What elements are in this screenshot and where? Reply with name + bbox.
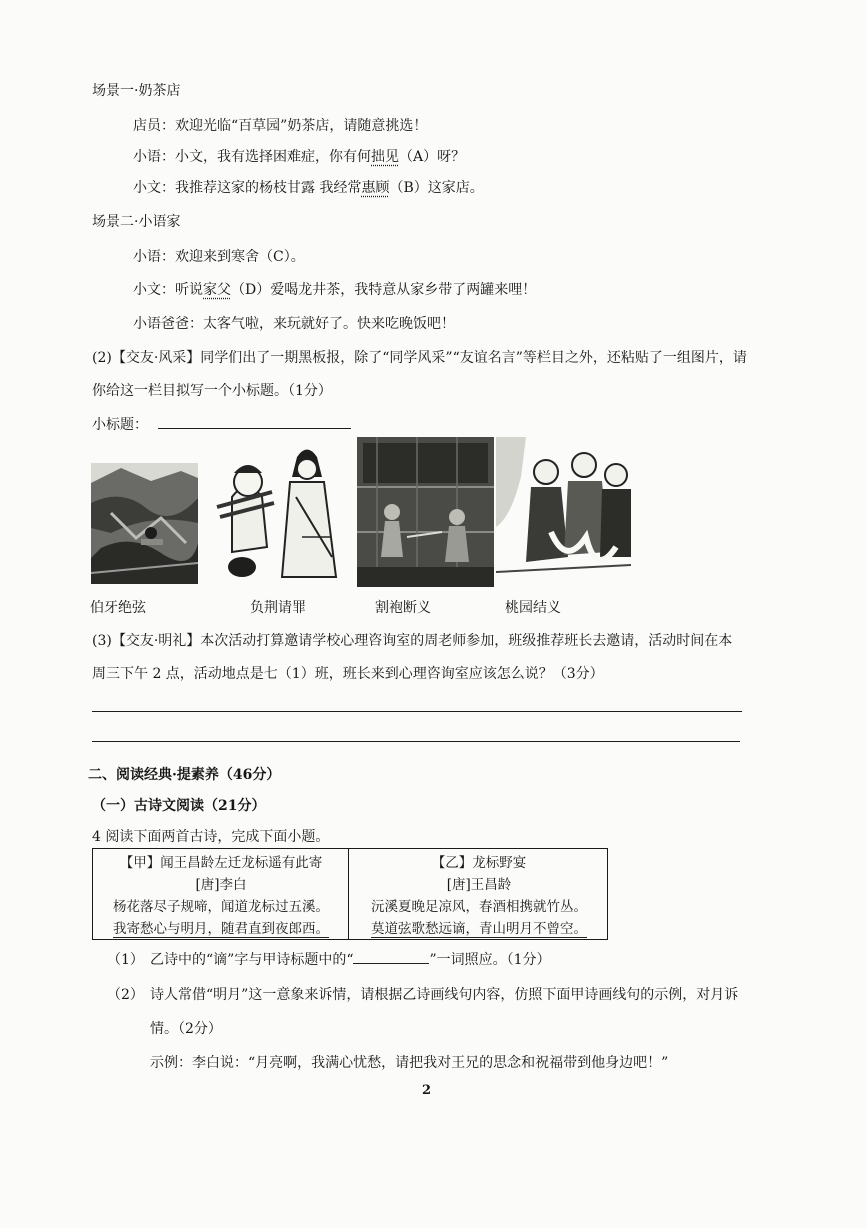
taoyuan-jieyi-picture	[496, 437, 631, 587]
q3-answer-line-1[interactable]	[92, 711, 742, 712]
subq1-text-post: ”一词照应。（1分）	[429, 952, 551, 968]
subq2-example: 示例：李白说：“月亮啊，我满心忧愁，请把我对王兄的思念和祝福带到他身边吧！”	[150, 1055, 669, 1071]
scene1-line3-post: （B）这家店。	[389, 180, 484, 196]
section2-heading: 二、阅读经典·提素养（46分）	[88, 767, 281, 783]
scene2-line2-post: （D）爱喝龙井茶，我特意从家乡带了两罐来哩！	[231, 282, 537, 298]
caption-taoyuan-jieyi: 桃园结义	[505, 600, 561, 616]
poem-b-author: [唐]王昌龄	[446, 877, 512, 893]
caption-gepao-duanyi: 割袍断义	[375, 600, 431, 616]
q3-text-line1: (3)【交友·明礼】本次活动打算邀请学校心理咨询室的周老师参加，班级推荐班长去邀请，活动时间在本	[92, 633, 733, 649]
page-number: 2	[422, 1083, 432, 1098]
poem-b-line1: 沅溪夏晚足凉风，春酒相携就竹丛。	[371, 899, 587, 915]
scene2-line2-pre: 小文：听说	[133, 282, 203, 298]
boya-juexian-picture	[91, 463, 198, 584]
subq1-text-pre: 乙诗中的“谪”字与甲诗标题中的“	[150, 952, 354, 968]
scene1-line2-post: （A）呀？	[399, 149, 466, 165]
scene2-line2-word: 家父	[203, 282, 231, 298]
poem-b-title: 【乙】龙标野宴	[431, 855, 527, 871]
scene1-line3-word: 惠顾	[361, 180, 390, 196]
q2-text-line1: (2)【交友·风采】同学们出了一期黑板报，除了“同学风采”“友谊名言”等栏目之外，还粘贴了一组图片，请	[92, 350, 747, 366]
poem-a-author: [唐]李白	[195, 877, 247, 893]
subq2-line2: 情。（2分）	[150, 1021, 222, 1037]
scene1-line2-pre: 小语：小文，我有选择困难症，你有何	[133, 149, 371, 165]
subq1-text	[150, 949, 551, 969]
scene1-line3-pre: 小文：我推荐这家的杨枝甘露 我经常	[133, 180, 362, 196]
caption-boya-juexian: 伯牙绝弦	[90, 600, 146, 616]
subq2-number: （2）	[107, 987, 144, 1003]
caption-fujing-qingzui: 负荆请罪	[250, 600, 306, 616]
q2-text-line2: 你给这一栏目拟写一个小标题。（1分）	[92, 383, 332, 399]
scene2-line3: 小语爸爸：太客气啦，来玩就好了。快来吃晚饭吧！	[133, 316, 455, 332]
scene2-line2	[133, 279, 536, 299]
scene2-line1: 小语：欢迎来到寒舍（C）。	[133, 249, 305, 265]
scene1-line3	[133, 177, 484, 197]
q4-prompt: 4 阅读下面两首古诗，完成下面小题。	[92, 829, 330, 845]
section2-subheading: （一）古诗文阅读（21分）	[92, 798, 266, 814]
subq1-number: （1）	[107, 952, 144, 968]
scene1-line2-word: 拙见	[371, 149, 399, 165]
poem-a	[96, 852, 346, 940]
poem-a-line1: 杨花落尽子规啼，闻道龙标过五溪。	[113, 899, 329, 915]
poem-a-title: 【甲】闻王昌龄左迁龙标遥有此寄	[119, 855, 323, 871]
scene1-heading: 场景一·奶茶店	[92, 83, 181, 99]
subq2-line1: 诗人常借“明月”这一意象来诉情，请根据乙诗画线句内容，仿照下面甲诗画线句的示例，对月诉	[150, 987, 739, 1003]
q3-answer-line-2[interactable]	[92, 741, 740, 742]
gepao-duanyi-picture	[357, 437, 494, 587]
fujing-qingzui-picture	[212, 437, 344, 584]
poem-b	[352, 852, 606, 940]
scene1-line1: 店员：欢迎光临“百草园”奶茶店，请随意挑选！	[133, 118, 428, 134]
scene2-heading: 场景二·小语家	[92, 214, 181, 230]
q2-subtitle-label: 小标题：	[92, 417, 148, 433]
poem-b-line2: 莫道弦歌愁远谪，青山明月不曾空。	[371, 921, 587, 937]
poem-a-line2: 我寄愁心与明月，随君直到夜郎西。	[113, 921, 329, 937]
scene1-line2	[133, 146, 465, 166]
q3-text-line2: 周三下午 2 点，活动地点是七（1）班，班长来到心理咨询室应该怎么说？（3分）	[92, 666, 604, 682]
subq1-answer-blank[interactable]	[353, 949, 429, 964]
poem-table-divider	[348, 848, 349, 940]
q2-subtitle-blank[interactable]	[158, 428, 351, 429]
